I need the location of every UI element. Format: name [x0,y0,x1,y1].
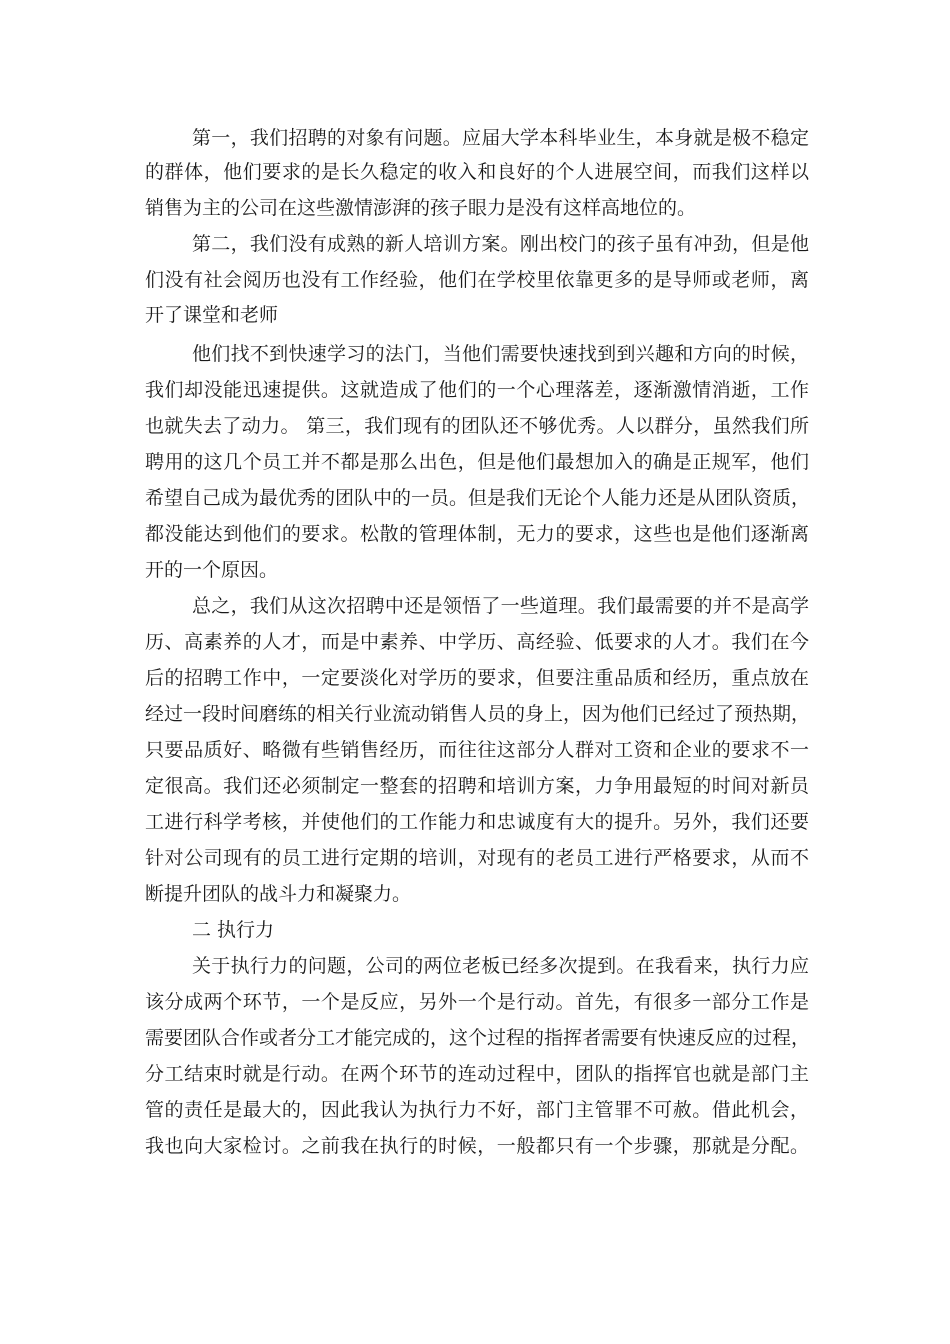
text-line: 关于执行力的问题，公司的两位老板已经多次提到。在我看来，执行力应 [192,955,809,977]
text-line: 我也向大家检讨。之前我在执行的时候，一般都只有一个步骤，那就是分配。 [145,1135,809,1157]
text-line: 需要团队合作或者分工才能完成的，这个过程的指挥者需要有快速反应的过程， [145,1027,811,1049]
text-line: 工进行科学考核，并使他们的工作能力和忠诚度有大的提升。另外，我们还要 [145,811,809,833]
text-line: 开了课堂和老师 [145,304,279,326]
section-heading: 二 执行力 [192,919,275,941]
text-line: 他们找不到快速学习的法门，当他们需要快速找到到兴趣和方向的时候， [192,343,809,365]
text-line: 只要品质好、略微有些销售经历，而往往这部分人群对工资和企业的要求不一 [145,739,809,761]
text-line: 我们却没能迅速提供。这就造成了他们的一个心理落差，逐渐激情消逝，工作 [145,379,809,401]
text-line: 断提升团队的战斗力和凝聚力。 [145,883,412,905]
text-line: 也就失去了动力。 第三，我们现有的团队还不够优秀。人以群分，虽然我们所 [145,415,809,437]
text-line: 第一，我们招聘的对象有问题。应届大学本科毕业生，本身就是极不稳定 [192,127,809,149]
text-line: 的群体，他们要求的是长久稳定的收入和良好的个人进展空间，而我们这样以 [145,161,809,183]
text-line: 开的一个原因。 [145,559,279,581]
text-line: 都没能达到他们的要求。松散的管理体制，无力的要求，这些也是他们逐渐离 [145,523,809,545]
text-line: 第二，我们没有成熟的新人培训方案。刚出校门的孩子虽有冲劲，但是他 [192,233,809,255]
text-line: 希望自己成为最优秀的团队中的一员。但是我们无论个人能力还是从团队资质， [145,487,811,509]
text-line: 聘用的这几个员工并不都是那么出色，但是他们最想加入的确是正规军，他们 [145,451,809,473]
text-line: 定很高。我们还必须制定一整套的招聘和培训方案，力争用最短的时间对新员 [145,775,809,797]
text-line: 管的责任是最大的，因此我认为执行力不好，部门主管罪不可赦。借此机会， [145,1099,809,1121]
text-line: 销售为主的公司在这些激情澎湃的孩子眼力是没有这样高地位的。 [145,197,697,219]
text-line: 针对公司现有的员工进行定期的培训，对现有的老员工进行严格要求，从而不 [145,847,809,869]
text-line: 经过一段时间磨练的相关行业流动销售人员的身上，因为他们已经过了预热期， [145,703,811,725]
text-line: 后的招聘工作中，一定要淡化对学历的要求，但要注重品质和经历，重点放在 [145,667,809,689]
text-line: 总之，我们从这次招聘中还是领悟了一些道理。我们最需要的并不是高学 [192,595,809,617]
text-line: 分工结束时就是行动。在两个环节的连动过程中，团队的指挥官也就是部门主 [145,1063,809,1085]
text-line: 们没有社会阅历也没有工作经验，他们在学校里依靠更多的是导师或老师，离 [145,269,809,291]
text-line: 历、高素养的人才，而是中素养、中学历、高经验、低要求的人才。我们在今 [145,631,809,653]
text-line: 该分成两个环节，一个是反应，另外一个是行动。首先，有很多一部分工作是 [145,991,809,1013]
